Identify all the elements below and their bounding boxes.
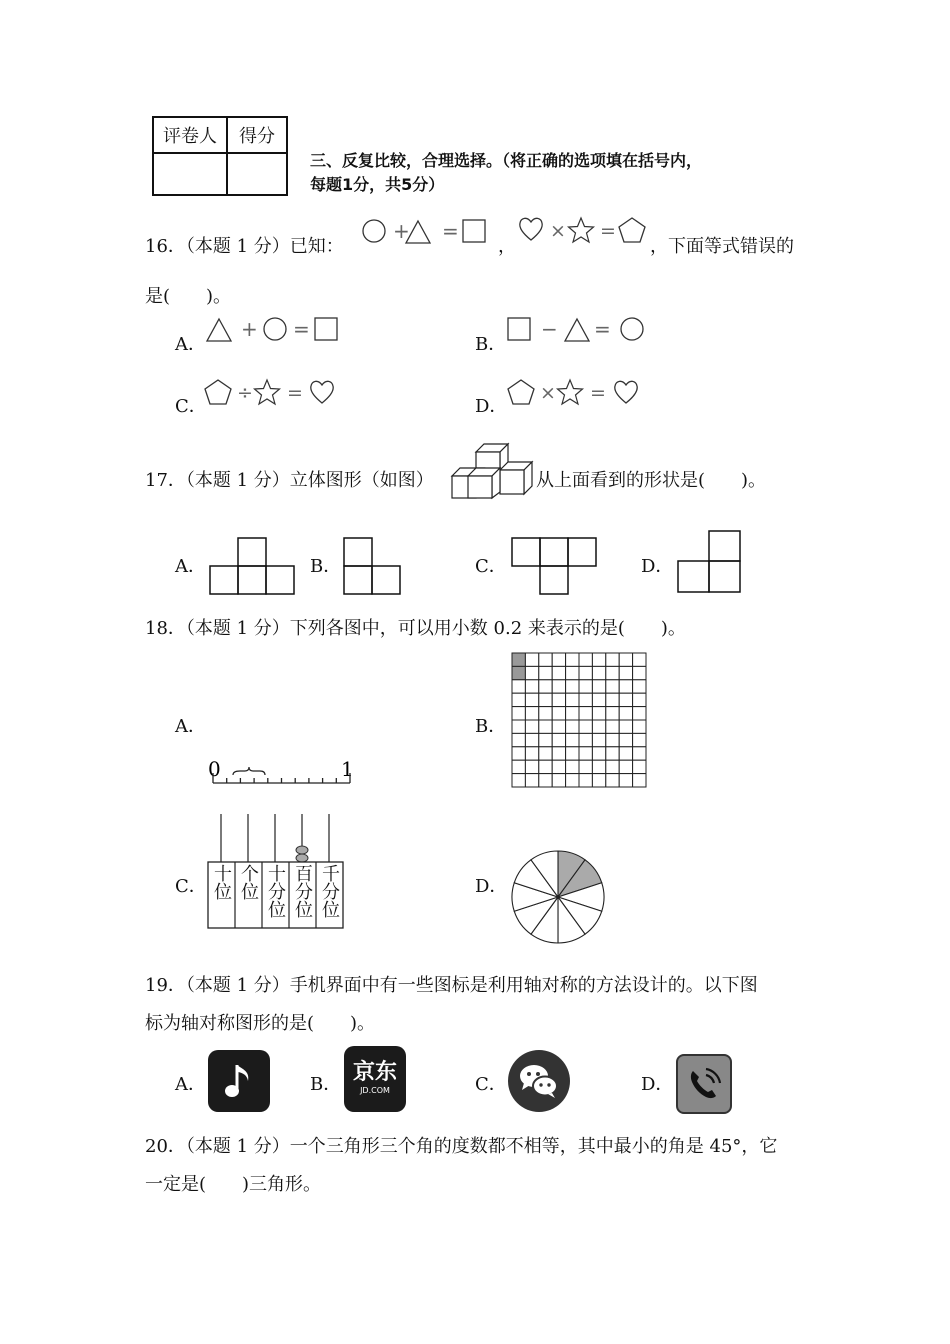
svg-text:−: − — [541, 317, 558, 341]
q16-known-equation-1 — [360, 218, 500, 248]
grid-cell — [552, 733, 565, 746]
svg-text:÷: ÷ — [237, 382, 253, 404]
q16-option-d-label: D． — [475, 396, 508, 417]
q17-suffix: 从上面看到的形状是( )。 — [536, 470, 767, 491]
grid-cell — [552, 774, 565, 787]
jd-logo-icon — [344, 1046, 406, 1112]
grid-cell — [512, 760, 525, 773]
grid-cell — [566, 666, 579, 679]
q16-prefix: 16．（本题 1 分）已知： — [145, 236, 344, 257]
grid-cell — [606, 747, 619, 760]
grid-cell — [633, 707, 646, 720]
svg-text:=: = — [442, 219, 459, 243]
abacus-col-label: 百分位 — [292, 864, 313, 918]
q16-option-c-label: C． — [175, 396, 207, 417]
q17-option-a-figure — [209, 537, 299, 595]
grid-cell — [566, 720, 579, 733]
grid-cell — [606, 653, 619, 666]
grid-cell — [619, 680, 632, 693]
grid-cell — [633, 747, 646, 760]
grid-cell — [525, 680, 538, 693]
q19-option-d-label: D． — [641, 1074, 674, 1095]
grid-cell — [566, 680, 579, 693]
grid-cell — [606, 733, 619, 746]
grid-cell — [619, 720, 632, 733]
grid-cell — [592, 653, 605, 666]
grid-cell — [552, 653, 565, 666]
grid-cell — [633, 666, 646, 679]
grid-cell — [525, 707, 538, 720]
q20-line1: 20．（本题 1 分）一个三角形三个角的度数都不相等，其中最小的角是 45°，它 — [145, 1136, 778, 1157]
q18-option-a-number-line — [200, 756, 360, 792]
q17-option-d-figure — [677, 530, 743, 594]
grid-cell — [512, 733, 525, 746]
grid-cell — [566, 733, 579, 746]
q16-option-b-label: B． — [475, 334, 507, 355]
grid-cell — [539, 733, 552, 746]
grid-cell — [619, 666, 632, 679]
grid-cell — [579, 680, 592, 693]
grid-cell-shaded — [512, 666, 525, 679]
grid-cell — [552, 760, 565, 773]
q19-line1: 19．（本题 1 分）手机界面中有一些图标是利用轴对称的方法设计的。以下图 — [145, 975, 758, 996]
grid-cell — [525, 760, 538, 773]
q19-option-c-label: C． — [475, 1074, 507, 1095]
grid-cell — [539, 693, 552, 706]
q16-option-d-figure — [507, 378, 647, 408]
grid-cell — [606, 666, 619, 679]
q16-suffix: ，下面等式错误的 — [650, 236, 794, 257]
grid-cell — [606, 774, 619, 787]
grid-cell — [619, 747, 632, 760]
grid-cell — [606, 707, 619, 720]
grid-cell — [579, 653, 592, 666]
grid-cell — [619, 760, 632, 773]
grid-cell — [539, 747, 552, 760]
q17-option-a-label: A． — [175, 556, 206, 577]
score-cell — [227, 153, 287, 195]
grader-table — [152, 116, 288, 196]
grid-cell — [619, 707, 632, 720]
grid-cell — [592, 747, 605, 760]
abacus-bead — [296, 854, 308, 862]
grid-cell — [512, 707, 525, 720]
grid-cell — [566, 760, 579, 773]
reviewer-cell — [153, 153, 227, 195]
grid-cell — [633, 680, 646, 693]
q18-text: 18．（本题 1 分）下列各图中，可以用小数 0.2 来表示的是( )。 — [145, 618, 686, 639]
grid-cell — [512, 680, 525, 693]
wechat-icon — [508, 1050, 570, 1112]
grid-cell — [566, 653, 579, 666]
grid-cell — [539, 760, 552, 773]
grid-cell — [552, 747, 565, 760]
grid-cell — [539, 720, 552, 733]
q18-option-c-label: C． — [175, 876, 207, 897]
grid-cell — [592, 693, 605, 706]
svg-text:=: = — [293, 317, 310, 341]
q16-line2: 是( )。 — [145, 286, 232, 307]
q18-option-b-label: B． — [475, 716, 507, 737]
grid-cell — [539, 653, 552, 666]
svg-text:=: = — [590, 382, 606, 404]
abacus-bead — [296, 846, 308, 854]
grid-cell — [633, 720, 646, 733]
grid-cell — [566, 747, 579, 760]
grid-cell — [633, 774, 646, 787]
grid-cell — [512, 693, 525, 706]
svg-text:=: = — [287, 382, 303, 404]
q18-option-d-label: D． — [475, 876, 508, 897]
section-title-line1: 三、反复比较，合理选择。（将正确的选项填在括号内， — [310, 151, 703, 170]
svg-text:0 — [208, 757, 221, 781]
q17-prefix: 17．（本题 1 分）立体图形（如图） — [145, 470, 434, 491]
grid-cell — [566, 693, 579, 706]
q19-option-a-label: A． — [175, 1074, 206, 1095]
grid-cell — [512, 747, 525, 760]
abacus-labels — [208, 864, 344, 930]
grid-cell — [592, 733, 605, 746]
q17-option-b-label: B． — [310, 556, 342, 577]
music-note-icon — [208, 1050, 270, 1112]
grid-cell — [606, 760, 619, 773]
grid-cell — [552, 666, 565, 679]
grid-cell — [619, 774, 632, 787]
q17-option-b-figure — [343, 537, 405, 595]
grid-cell — [579, 774, 592, 787]
grid-cell — [539, 680, 552, 693]
abacus-col-label: 十位 — [211, 864, 232, 900]
q16-option-a-label: A． — [175, 334, 206, 355]
score-label: 得分 — [227, 117, 287, 153]
q20-line2: 一定是( )三角形。 — [145, 1174, 322, 1195]
grid-cell — [633, 653, 646, 666]
grid-cell — [552, 720, 565, 733]
phone-icon — [676, 1054, 732, 1114]
svg-text:=: = — [594, 317, 611, 341]
section-title-line2: 每题1分，共5分） — [310, 175, 445, 194]
q19-line2: 标为轴对称图形的是( )。 — [145, 1013, 376, 1034]
grid-cell — [539, 707, 552, 720]
grid-cell — [592, 666, 605, 679]
grid-cell — [552, 680, 565, 693]
reviewer-label: 评卷人 — [153, 117, 227, 153]
q19-option-b-label: B． — [310, 1074, 342, 1095]
q18-option-b-hundred-grid — [511, 652, 647, 788]
abacus-col-label: 千分位 — [319, 864, 340, 918]
grid-cell — [579, 747, 592, 760]
grid-cell — [592, 760, 605, 773]
grid-cell — [592, 720, 605, 733]
grid-cell — [592, 707, 605, 720]
svg-text:=: = — [600, 220, 616, 242]
ruler-brace — [233, 767, 265, 775]
jd-brand-text: 京东 — [352, 1060, 397, 1085]
grid-cell — [525, 733, 538, 746]
grid-cell — [619, 653, 632, 666]
grid-cell — [512, 720, 525, 733]
grid-cell — [525, 666, 538, 679]
q17-option-d-label: D． — [641, 556, 674, 577]
grid-cell — [606, 680, 619, 693]
grid-cell — [633, 760, 646, 773]
grid-cell — [619, 693, 632, 706]
q16-option-b-figure — [506, 316, 646, 346]
ruler-start-label: 0 — [208, 757, 221, 781]
grid-cell — [579, 733, 592, 746]
q18-option-d-circle — [510, 849, 606, 945]
q17-option-c-label: C． — [475, 556, 507, 577]
svg-text:×: × — [540, 382, 556, 404]
q17-solid-figure — [450, 440, 536, 500]
grid-cell — [512, 774, 525, 787]
q16-option-a-figure — [205, 316, 345, 346]
grid-cell — [525, 774, 538, 787]
grid-cell — [525, 720, 538, 733]
grid-cell — [525, 653, 538, 666]
abacus-col-label: 个位 — [238, 864, 259, 900]
grid-cell — [592, 680, 605, 693]
grid-cell — [539, 774, 552, 787]
grid-cell — [579, 666, 592, 679]
jd-url-text: JD.COM — [360, 1086, 390, 1095]
grid-cell — [579, 720, 592, 733]
grid-cell — [592, 774, 605, 787]
q17-option-c-figure — [511, 537, 601, 595]
grid-cell — [539, 666, 552, 679]
grid-cell — [633, 693, 646, 706]
grid-cell — [579, 707, 592, 720]
grid-cell-shaded — [512, 653, 525, 666]
grid-cell — [579, 693, 592, 706]
q18-option-a-label: A． — [175, 716, 206, 737]
grid-cell — [606, 720, 619, 733]
grid-cell — [525, 747, 538, 760]
grid-cell — [633, 733, 646, 746]
grid-cell — [525, 693, 538, 706]
grid-cell — [552, 693, 565, 706]
ruler-end-label: 1 — [341, 757, 354, 781]
svg-text:+: + — [393, 219, 410, 243]
abacus-col-label: 十分位 — [265, 864, 286, 918]
svg-text:1 — [341, 757, 354, 781]
svg-text:×: × — [550, 220, 566, 242]
grid-cell — [552, 707, 565, 720]
q16-option-c-figure — [204, 378, 344, 408]
q16-known-equation-2 — [518, 216, 658, 248]
svg-text:+: + — [241, 317, 258, 341]
grid-cell — [566, 774, 579, 787]
grid-cell — [619, 733, 632, 746]
grid-cell — [579, 760, 592, 773]
grid-cell — [606, 693, 619, 706]
q16-separator: ， — [498, 236, 516, 257]
grid-cell — [566, 707, 579, 720]
